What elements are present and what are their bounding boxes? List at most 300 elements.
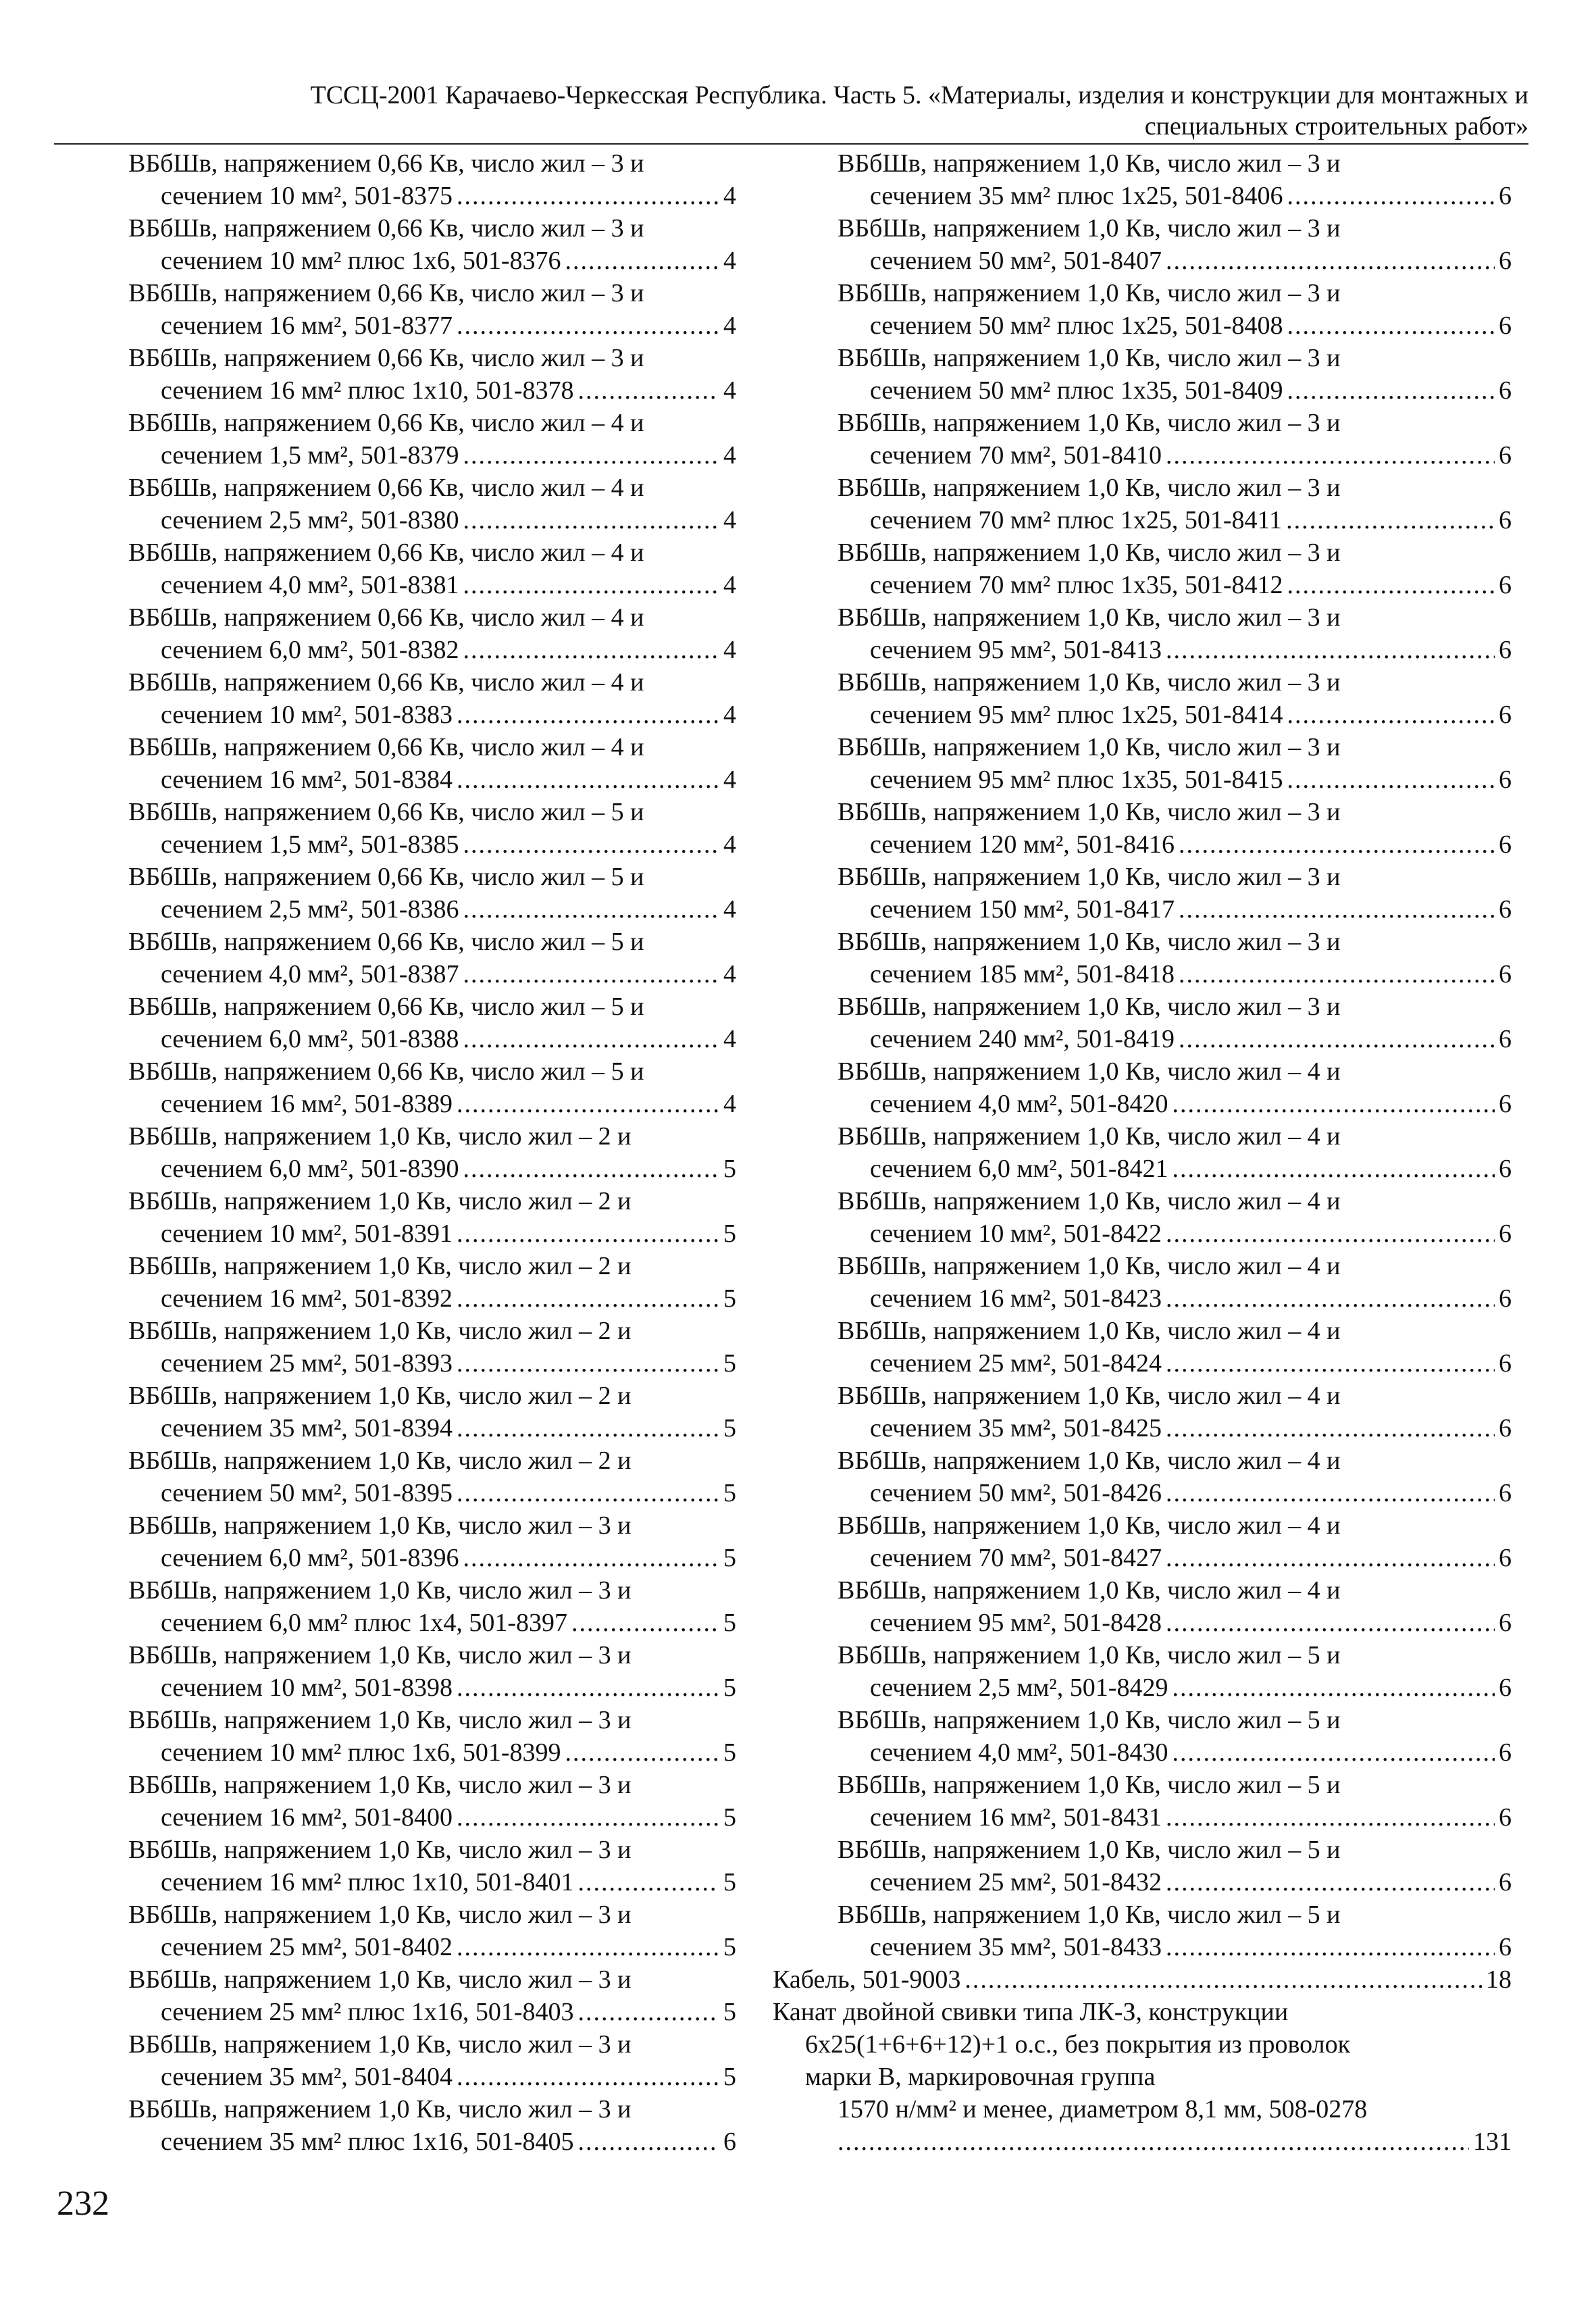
- dot-leader: [457, 1412, 719, 1444]
- index-entry: [838, 601, 1512, 666]
- index-entry: [838, 1509, 1512, 1574]
- index-entry: [128, 666, 736, 731]
- dot-leader: [1166, 245, 1495, 277]
- index-entry: [838, 1574, 1512, 1639]
- index-entry: [838, 926, 1512, 990]
- entry-page-ref: 5: [723, 2063, 736, 2091]
- index-entry: [128, 407, 736, 472]
- entry-title: ВБбШв, напряжением 1,0 Кв, число жил – 3 и: [128, 1771, 632, 1799]
- entry-detail-line: [838, 1023, 1512, 1055]
- entry-page-ref: 5: [723, 1155, 736, 1183]
- dot-leader: [1287, 374, 1495, 407]
- dot-leader: [1286, 504, 1495, 536]
- entry-title: ВБбШв, напряжением 0,66 Кв, число жил – 4 и: [128, 538, 644, 567]
- entry-page-ref: 4: [723, 376, 736, 405]
- entry-title: ВБбШв, напряжением 0,66 Кв, число жил – 4 и: [128, 474, 644, 502]
- entry-detail-line: [128, 180, 736, 212]
- entry-title: ВБбШв, напряжением 1,0 Кв, число жил – 4 и: [838, 1122, 1341, 1151]
- index-entry: [128, 147, 736, 212]
- index-entry: [128, 926, 736, 990]
- entry-title: ВБбШв, напряжением 0,66 Кв, число жил – 5 и: [128, 798, 644, 826]
- entry-title: ВБбШв, напряжением 1,0 Кв, число жил – 3 и: [128, 2095, 632, 2123]
- index-entry: [128, 1250, 736, 1315]
- entry-detail: сечением 185 мм², 501-8418: [870, 960, 1175, 988]
- dot-leader: [457, 1282, 719, 1315]
- entry-detail: сечением 16 мм² плюс 1х10, 501-8378: [161, 376, 574, 405]
- entry-detail-line: [128, 1153, 736, 1185]
- entry-detail: сечением 240 мм², 501-8419: [870, 1025, 1175, 1053]
- dot-leader: [463, 634, 719, 666]
- entry-detail: сечением 70 мм², 501-8410: [870, 441, 1162, 470]
- entry-detail-line: [128, 893, 736, 926]
- index-entry: [838, 407, 1512, 472]
- entry-detail-line: [128, 1607, 736, 1639]
- entry-detail: сечением 25 мм², 501-8432: [870, 1868, 1162, 1896]
- entry-page-ref: 6: [1499, 182, 1512, 210]
- entry-title: ВБбШв, напряжением 1,0 Кв, число жил – 3 и: [838, 603, 1341, 632]
- dot-leader: [463, 439, 719, 472]
- entry-title: ВБбШв, напряжением 1,0 Кв, число жил – 4 и: [838, 1511, 1341, 1540]
- entry-page-ref: 5: [723, 1219, 736, 1248]
- entry-page-ref: 6: [1499, 1674, 1512, 1702]
- index-entry: [128, 1769, 736, 1834]
- entry-detail: сечением 10 мм², 501-8375: [161, 182, 453, 210]
- entry-page-ref: 6: [1499, 1219, 1512, 1248]
- entry-title: ВБбШв, напряжением 1,0 Кв, число жил – 3 и: [128, 2030, 632, 2059]
- entry-detail-line: [128, 1736, 736, 1769]
- entry-page-ref: 4: [723, 830, 736, 859]
- entry-detail-line: [838, 569, 1512, 601]
- entry-detail-line: [838, 180, 1512, 212]
- entry-title: ВБбШв, напряжением 0,66 Кв, число жил – 3 и: [128, 344, 644, 372]
- index-entry: [128, 212, 736, 277]
- entry-page-ref: 6: [1499, 376, 1512, 405]
- dot-leader: [457, 1217, 719, 1250]
- entry-page-ref: 6: [1499, 960, 1512, 988]
- index-entry: [128, 601, 736, 666]
- entry-detail-line: [838, 309, 1512, 342]
- index-entry: [128, 536, 736, 601]
- entry-detail: сечением 6,0 мм² плюс 1х4, 501-8397: [161, 1609, 568, 1637]
- entry-title: ВБбШв, напряжением 1,0 Кв, число жил – 3 и: [128, 1641, 632, 1669]
- entry-page-ref: 6: [1499, 441, 1512, 470]
- index-entry: [838, 277, 1512, 342]
- cable-line: [773, 1963, 1512, 1996]
- entry-detail: сечением 16 мм², 501-8400: [161, 1803, 453, 1832]
- index-entry: [128, 1639, 736, 1704]
- entry-detail: сечением 1,5 мм², 501-8385: [161, 830, 459, 859]
- entry-detail-line: [128, 1996, 736, 2028]
- entry-title: ВБбШв, напряжением 0,66 Кв, число жил – 5 и: [128, 1057, 644, 1086]
- dot-leader: [457, 763, 719, 796]
- dot-leader: [578, 2126, 719, 2158]
- entry-detail: сечением 25 мм², 501-8393: [161, 1349, 453, 1378]
- entry-page-ref: 4: [723, 701, 736, 729]
- entry-page-ref: 5: [723, 1414, 736, 1442]
- entry-title: ВБбШв, напряжением 0,66 Кв, число жил – 3 и: [128, 214, 644, 243]
- entry-detail-line: [838, 1607, 1512, 1639]
- entry-detail-line: [838, 1477, 1512, 1509]
- entry-detail-line: [128, 1347, 736, 1380]
- entry-detail: сечением 150 мм², 501-8417: [870, 895, 1175, 924]
- dot-leader: [463, 1153, 719, 1185]
- rope-page-ref: 131: [1473, 2128, 1512, 2156]
- entry-page-ref: 4: [723, 182, 736, 210]
- index-entry: [128, 731, 736, 796]
- index-column-left: [128, 147, 736, 2158]
- dot-leader: [457, 1347, 719, 1380]
- entry-detail: сечением 16 мм², 501-8392: [161, 1284, 453, 1313]
- entry-detail-line: [838, 1931, 1512, 1963]
- entry-page-ref: 5: [723, 1544, 736, 1572]
- entry-detail: сечением 1,5 мм², 501-8379: [161, 441, 459, 470]
- entry-detail-line: [838, 1282, 1512, 1315]
- index-entry: [838, 990, 1512, 1055]
- entry-detail: сечением 10 мм² плюс 1х6, 501-8399: [161, 1738, 561, 1767]
- dot-leader: [565, 245, 719, 277]
- entry-detail: сечением 35 мм², 501-8433: [870, 1933, 1162, 1961]
- entry-page-ref: 6: [1499, 1738, 1512, 1767]
- dot-leader: [1166, 1282, 1495, 1315]
- rope-line-2: 6х25(1+6+6+12)+1 о.с., без покрытия из проволок: [805, 2030, 1351, 2059]
- entry-detail: сечением 25 мм² плюс 1х16, 501-8403: [161, 1998, 574, 2026]
- entry-detail: сечением 120 мм², 501-8416: [870, 830, 1175, 859]
- entry-title: ВБбШв, напряжением 1,0 Кв, число жил – 2 и: [128, 1382, 632, 1410]
- entry-detail: сечением 50 мм², 501-8407: [870, 247, 1162, 275]
- index-entry: [128, 342, 736, 407]
- dot-leader: [463, 569, 719, 601]
- index-entry: [128, 1509, 736, 1574]
- dot-leader: [1166, 1477, 1495, 1509]
- entry-detail-line: [838, 634, 1512, 666]
- entry-detail-line: [838, 374, 1512, 407]
- entry-page-ref: 6: [1499, 765, 1512, 794]
- index-entry: [128, 990, 736, 1055]
- entry-page-ref: 6: [1499, 1414, 1512, 1442]
- rope-line-1: Канат двойной свивки типа ЛК-З, конструкции: [773, 1998, 1289, 2026]
- entry-detail-line: [128, 958, 736, 990]
- index-entry: [838, 1315, 1512, 1380]
- dot-leader: [1166, 1801, 1495, 1834]
- index-entry: [128, 1834, 736, 1898]
- entry-detail: сечением 4,0 мм², 501-8387: [161, 960, 459, 988]
- entry-page-ref: 5: [723, 1609, 736, 1637]
- entry-page-ref: 5: [723, 1284, 736, 1313]
- entry-page-ref: 6: [1499, 1868, 1512, 1896]
- dot-leader: [1166, 1412, 1495, 1444]
- dot-leader: [463, 893, 719, 926]
- entry-detail-line: [128, 1866, 736, 1898]
- dot-leader: [1172, 1088, 1495, 1120]
- entry-title: ВБбШв, напряжением 0,66 Кв, число жил – 3 и: [128, 149, 644, 178]
- entry-page-ref: 6: [1499, 1090, 1512, 1118]
- entry-page-ref: 6: [1499, 247, 1512, 275]
- entry-title: ВБбШв, напряжением 1,0 Кв, число жил – 5 и: [838, 1641, 1341, 1669]
- entry-detail: сечением 50 мм² плюс 1х25, 501-8408: [870, 311, 1283, 340]
- entry-page-ref: 5: [723, 1803, 736, 1832]
- entry-title: ВБбШв, напряжением 1,0 Кв, число жил – 4 и: [838, 1252, 1341, 1280]
- entry-detail-line: [128, 1477, 736, 1509]
- entry-detail: сечением 10 мм² плюс 1х6, 501-8376: [161, 247, 561, 275]
- entry-title: ВБбШв, напряжением 1,0 Кв, число жил – 3 и: [838, 344, 1341, 372]
- entry-detail-line: [838, 1088, 1512, 1120]
- entry-detail-line: [128, 1023, 736, 1055]
- entry-detail-line: [838, 1801, 1512, 1834]
- entry-detail: сечением 16 мм², 501-8377: [161, 311, 453, 340]
- dot-leader: [1179, 1023, 1495, 1055]
- index-entry: [838, 147, 1512, 212]
- entry-page-ref: 5: [723, 1738, 736, 1767]
- entry-title: ВБбШв, напряжением 1,0 Кв, число жил – 5 и: [838, 1706, 1341, 1734]
- entry-page-ref: 6: [1499, 571, 1512, 599]
- entry-title: ВБбШв, напряжением 0,66 Кв, число жил – 3 и: [128, 279, 644, 307]
- dot-leader: [457, 180, 719, 212]
- entry-page-ref: 5: [723, 1479, 736, 1507]
- entry-title: ВБбШв, напряжением 1,0 Кв, число жил – 3 и: [838, 214, 1341, 243]
- index-entry: [128, 1574, 736, 1639]
- entry-title: ВБбШв, напряжением 1,0 Кв, число жил – 2 и: [128, 1187, 632, 1215]
- entry-detail-line: [838, 1217, 1512, 1250]
- dot-leader: [578, 1996, 719, 2028]
- entry-detail: сечением 10 мм², 501-8422: [870, 1219, 1162, 1248]
- dot-leader: [964, 1963, 1482, 1996]
- dot-leader: [463, 504, 719, 536]
- entry-page-ref: 6: [1499, 1803, 1512, 1832]
- entry-detail: сечением 16 мм² плюс 1х10, 501-8401: [161, 1868, 574, 1896]
- entry-detail: сечением 4,0 мм², 501-8420: [870, 1090, 1168, 1118]
- entry-title: ВБбШв, напряжением 0,66 Кв, число жил – 4 и: [128, 668, 644, 697]
- entry-detail: сечением 35 мм², 501-8404: [161, 2063, 453, 2091]
- dot-leader: [1166, 1542, 1495, 1574]
- entry-title: ВБбШв, напряжением 1,0 Кв, число жил – 3 и: [128, 1576, 632, 1605]
- entry-detail-line: [128, 1282, 736, 1315]
- cable-text: Кабель, 501-9003: [773, 1965, 961, 1994]
- index-entry: [838, 536, 1512, 601]
- entry-detail-line: [128, 1217, 736, 1250]
- dot-leader: [1166, 1347, 1495, 1380]
- entry-detail-line: [128, 1412, 736, 1444]
- entry-title: ВБбШв, напряжением 1,0 Кв, число жил – 3 и: [838, 668, 1341, 697]
- entry-detail: сечением 4,0 мм², 501-8430: [870, 1738, 1168, 1767]
- entry-detail: сечением 70 мм², 501-8427: [870, 1544, 1162, 1572]
- entry-title: ВБбШв, напряжением 1,0 Кв, число жил – 4 и: [838, 1317, 1341, 1345]
- index-entry: [128, 1380, 736, 1444]
- entry-title: ВБбШв, напряжением 1,0 Кв, число жил – 4 и: [838, 1576, 1341, 1605]
- right-entry-list: [838, 147, 1512, 1963]
- entry-page-ref: 5: [723, 1868, 736, 1896]
- index-entry: [128, 1120, 736, 1185]
- index-entry-rope: [773, 1996, 1512, 2158]
- index-entry: [128, 1704, 736, 1769]
- entry-detail-line: [128, 1542, 736, 1574]
- entry-detail-line: [838, 1153, 1512, 1185]
- index-entry: [838, 731, 1512, 796]
- entry-detail-line: [128, 828, 736, 861]
- entry-detail-line: [838, 504, 1512, 536]
- dot-leader: [457, 1477, 719, 1509]
- entry-page-ref: 6: [1499, 1609, 1512, 1637]
- page-header: [54, 80, 1528, 142]
- index-entry: [128, 1963, 736, 2028]
- entry-detail: сечением 16 мм², 501-8384: [161, 765, 453, 794]
- entry-title: ВБбШв, напряжением 0,66 Кв, число жил – 5 и: [128, 928, 644, 956]
- entry-detail: сечением 50 мм² плюс 1х35, 501-8409: [870, 376, 1283, 405]
- entry-detail: сечением 95 мм² плюс 1х35, 501-8415: [870, 765, 1283, 794]
- index-entry: [838, 1250, 1512, 1315]
- entry-title: ВБбШв, напряжением 1,0 Кв, число жил – 5 и: [838, 1901, 1341, 1929]
- entry-page-ref: 5: [723, 1933, 736, 1961]
- index-entry: [128, 861, 736, 926]
- entry-title: ВБбШв, напряжением 1,0 Кв, число жил – 2 и: [128, 1252, 632, 1280]
- entry-detail-line: [838, 1347, 1512, 1380]
- entry-detail: сечением 35 мм² плюс 1х25, 501-8406: [870, 182, 1283, 210]
- index-entry: [128, 472, 736, 536]
- entry-title: ВБбШв, напряжением 0,66 Кв, число жил – 4 и: [128, 733, 644, 761]
- entry-title: ВБбШв, напряжением 0,66 Кв, число жил – 5 и: [128, 992, 644, 1021]
- entry-detail-line: [128, 634, 736, 666]
- dot-leader: [463, 828, 719, 861]
- entry-detail-line: [838, 699, 1512, 731]
- index-entry: [838, 1769, 1512, 1834]
- entry-detail: сечением 6,0 мм², 501-8390: [161, 1155, 459, 1183]
- entry-detail: сечением 16 мм², 501-8423: [870, 1284, 1162, 1313]
- entry-detail: сечением 35 мм² плюс 1х16, 501-8405: [161, 2128, 574, 2156]
- entry-page-ref: 4: [723, 571, 736, 599]
- dot-leader: [838, 2126, 1469, 2158]
- entry-title: ВБбШв, напряжением 1,0 Кв, число жил – 2 и: [128, 1317, 632, 1345]
- entry-detail-line: [838, 763, 1512, 796]
- entry-title: ВБбШв, напряжением 1,0 Кв, число жил – 3 и: [128, 1836, 632, 1864]
- entry-page-ref: 6: [1499, 1284, 1512, 1313]
- index-entry: [838, 342, 1512, 407]
- dot-leader: [571, 1607, 719, 1639]
- index-entry: [128, 1898, 736, 1963]
- entry-title: ВБбШв, напряжением 1,0 Кв, число жил – 3 и: [838, 928, 1341, 956]
- entry-page-ref: 4: [723, 441, 736, 470]
- entry-page-ref: 4: [723, 1025, 736, 1053]
- dot-leader: [1166, 634, 1495, 666]
- entry-detail-line: [838, 828, 1512, 861]
- entry-title: ВБбШв, напряжением 1,0 Кв, число жил – 2 и: [128, 1122, 632, 1151]
- index-entry: [128, 1315, 736, 1380]
- cable-page-ref: 18: [1486, 1965, 1512, 1994]
- entry-detail-line: [128, 1931, 736, 1963]
- dot-leader: [1172, 1671, 1495, 1704]
- entry-page-ref: 5: [723, 1349, 736, 1378]
- entry-detail: сечением 16 мм², 501-8389: [161, 1090, 453, 1118]
- entry-page-ref: 5: [723, 1998, 736, 2026]
- dot-leader: [1287, 309, 1495, 342]
- entry-detail: сечением 50 мм², 501-8426: [870, 1479, 1162, 1507]
- dot-leader: [1172, 1153, 1495, 1185]
- dot-leader: [1166, 1866, 1495, 1898]
- entry-title: ВБбШв, напряжением 1,0 Кв, число жил – 5 и: [838, 1771, 1341, 1799]
- entry-detail-line: [838, 1671, 1512, 1704]
- entry-page-ref: 4: [723, 1090, 736, 1118]
- entry-detail: сечением 4,0 мм², 501-8381: [161, 571, 459, 599]
- entry-title: ВБбШв, напряжением 1,0 Кв, число жил – 5 и: [838, 1836, 1341, 1864]
- entry-detail: сечением 10 мм², 501-8391: [161, 1219, 453, 1248]
- entry-page-ref: 4: [723, 506, 736, 534]
- header-line-1: ТССЦ-2001 Карачаево-Черкесская Республика. Часть 5. «Материалы, изделия и конструкции для монтажных и: [310, 81, 1528, 109]
- page-number: 232: [57, 2184, 109, 2223]
- dot-leader: [457, 309, 719, 342]
- dot-leader: [457, 1088, 719, 1120]
- entry-page-ref: 4: [723, 311, 736, 340]
- entry-page-ref: 6: [1499, 1479, 1512, 1507]
- dot-leader: [565, 1736, 719, 1769]
- entry-detail-line: [128, 245, 736, 277]
- entry-detail-line: [128, 2061, 736, 2093]
- entry-page-ref: 6: [1499, 1349, 1512, 1378]
- dot-leader: [463, 958, 719, 990]
- entry-detail: сечением 70 мм² плюс 1х25, 501-8411: [870, 506, 1283, 534]
- entry-detail-line: [128, 439, 736, 472]
- entry-detail: сечением 95 мм², 501-8428: [870, 1609, 1162, 1637]
- dot-leader: [1287, 763, 1495, 796]
- index-entry: [128, 796, 736, 861]
- index-entry: [128, 2093, 736, 2158]
- entry-page-ref: 6: [1499, 506, 1512, 534]
- entry-detail-line: [838, 1542, 1512, 1574]
- entry-page-ref: 5: [723, 1674, 736, 1702]
- index-entry: [838, 1055, 1512, 1120]
- entry-page-ref: 6: [1499, 636, 1512, 664]
- entry-title: ВБбШв, напряжением 1,0 Кв, число жил – 3 и: [838, 409, 1341, 437]
- dot-leader: [457, 2061, 719, 2093]
- index-entry: [838, 1898, 1512, 1963]
- index-entry: [128, 2028, 736, 2093]
- entry-detail: сечением 50 мм², 501-8395: [161, 1479, 453, 1507]
- dot-leader: [1166, 1607, 1495, 1639]
- entry-title: ВБбШв, напряжением 1,0 Кв, число жил – 3 и: [128, 1965, 632, 1994]
- dot-leader: [578, 374, 719, 407]
- entry-title: ВБбШв, напряжением 1,0 Кв, число жил – 4 и: [838, 1382, 1341, 1410]
- entry-detail: сечением 16 мм², 501-8431: [870, 1803, 1162, 1832]
- entry-page-ref: 4: [723, 960, 736, 988]
- entry-title: ВБбШв, напряжением 1,0 Кв, число жил – 3 и: [838, 279, 1341, 307]
- entry-detail: сечением 95 мм², 501-8413: [870, 636, 1162, 664]
- entry-title: ВБбШв, напряжением 1,0 Кв, число жил – 3 и: [838, 474, 1341, 502]
- entry-detail-line: [128, 569, 736, 601]
- index-entry: [838, 1834, 1512, 1898]
- rope-line-3: марки В, маркировочная группа: [805, 2063, 1156, 2091]
- entry-page-ref: 6: [1499, 1155, 1512, 1183]
- entry-detail: сечением 6,0 мм², 501-8382: [161, 636, 459, 664]
- entry-page-ref: 6: [723, 2128, 736, 2156]
- entry-detail-line: [128, 763, 736, 796]
- entry-detail-line: [838, 1412, 1512, 1444]
- entry-page-ref: 6: [1499, 1025, 1512, 1053]
- entry-detail-line: [128, 504, 736, 536]
- entry-title: ВБбШв, напряжением 0,66 Кв, число жил – 4 и: [128, 409, 644, 437]
- entry-page-ref: 4: [723, 765, 736, 794]
- entry-detail-line: [128, 1801, 736, 1834]
- dot-leader: [1179, 828, 1495, 861]
- entry-title: ВБбШв, напряжением 1,0 Кв, число жил – 2 и: [128, 1447, 632, 1475]
- entry-title: ВБбШв, напряжением 1,0 Кв, число жил – 4 и: [838, 1187, 1341, 1215]
- entry-page-ref: 6: [1499, 895, 1512, 924]
- entry-title: ВБбШв, напряжением 1,0 Кв, число жил – 4 и: [838, 1057, 1341, 1086]
- header-line-2: специальных строительных работ»: [1144, 112, 1528, 141]
- entry-title: ВБбШв, напряжением 1,0 Кв, число жил – 3 и: [128, 1706, 632, 1734]
- entry-detail-line: [128, 374, 736, 407]
- entry-page-ref: 6: [1499, 311, 1512, 340]
- entry-detail: сечением 95 мм² плюс 1х25, 501-8414: [870, 701, 1283, 729]
- entry-title: ВБбШв, напряжением 1,0 Кв, число жил – 3 и: [128, 1901, 632, 1929]
- entry-title: ВБбШв, напряжением 1,0 Кв, число жил – 3 и: [838, 733, 1341, 761]
- entry-title: ВБбШв, напряжением 1,0 Кв, число жил – 3 и: [838, 538, 1341, 567]
